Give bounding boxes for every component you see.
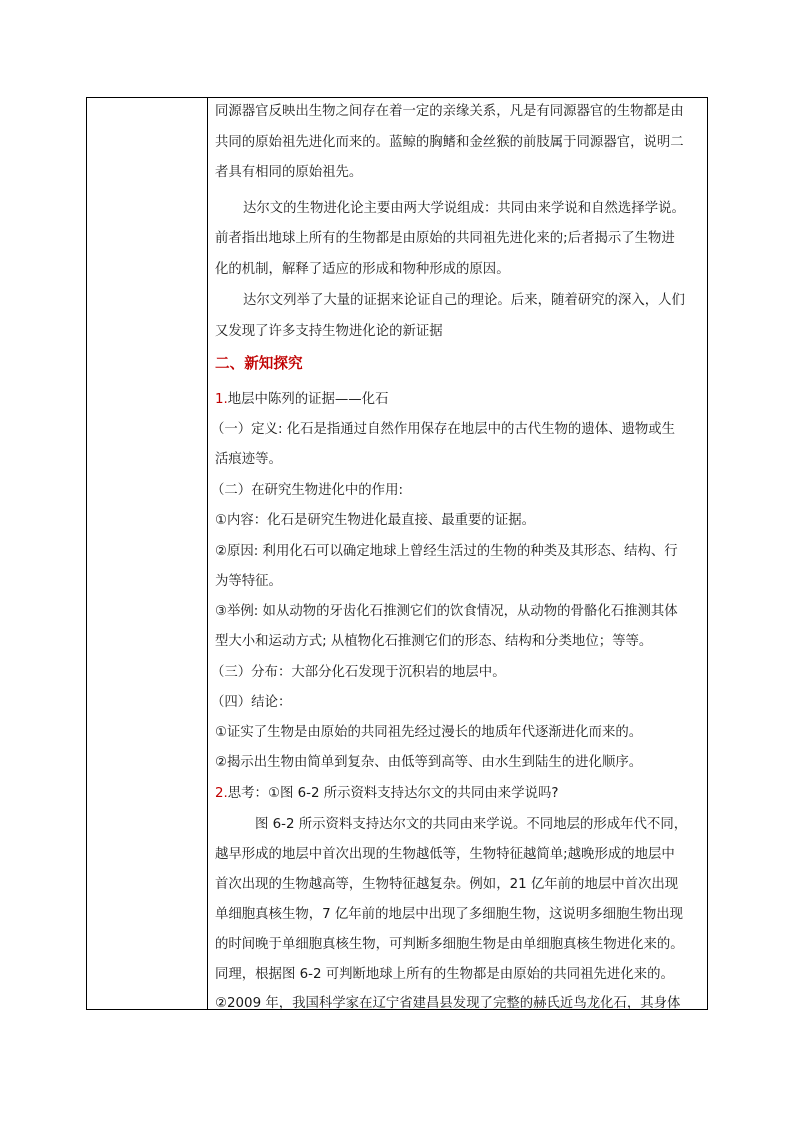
- item-2-number: 2.: [215, 786, 228, 801]
- text-line: 活痕迹等。: [215, 452, 282, 467]
- text-line: 达尔文列举了大量的证据来论证自己的理论。后来，随着研究的深入，人们: [243, 293, 685, 308]
- text-line: 为等特征。: [215, 574, 282, 589]
- text-line: 型大小和运动方式; 从植物化石推测它们的形态、结构和分类地位；等等。: [215, 634, 653, 649]
- text-line: 同理，根据图 6-2 可判断地球上所有的生物都是由原始的共同祖先进化来的。: [215, 967, 674, 982]
- text-line: ③举例: 如从动物的牙齿化石推测它们的饮食情况，从动物的骨骼化石推测其体: [215, 604, 678, 619]
- text-line: 化的机制，解释了适应的形成和物种形成的原因。: [215, 262, 510, 277]
- text-line: （三）分布：大部分化石发现于沉积岩的地层中。: [211, 665, 506, 680]
- text-line: 图 6-2 所示资料支持达尔文的共同由来学说。不同地层的形成年代不同，: [255, 817, 688, 832]
- text-line: ①内容：化石是研究生物进化最直接、最重要的证据。: [215, 513, 535, 528]
- text-line: ②2009 年，我国科学家在辽宁省建昌县发现了完整的赫氏近鸟龙化石，其身体: [215, 996, 681, 1011]
- text-line: 越早形成的地层中首次出现的生物越低等，生物特征越简单;越晚形成的地层中: [215, 847, 675, 862]
- text-line: ②原因: 利用化石可以确定地球上曾经生活过的生物的种类及其形态、结构、行: [215, 544, 678, 559]
- text-line: 者具有相同的原始祖先。: [215, 165, 363, 180]
- text-line: 首次出现的生物越高等，生物特征越复杂。例如，21 亿年前的地层中首次出现: [215, 877, 679, 892]
- text-line: ①证实了生物是由原始的共同祖先经过漫长的地质年代逐渐进化而来的。: [215, 725, 643, 740]
- section-heading: 二、新知探究: [215, 355, 303, 372]
- text-line: （一）定义: 化石是指通过自然作用保存在地层中的古代生物的遗体、遗物或生: [211, 422, 676, 437]
- content-table: [86, 97, 708, 1010]
- text-line: 共同的原始祖先进化而来的。蓝鲸的胸鳍和金丝猴的前肢属于同源器官，说明二: [215, 135, 684, 150]
- text-line: （二）在研究生物进化中的作用:: [211, 483, 403, 498]
- text-line: （四）结论：: [211, 695, 292, 710]
- text-line: 单细胞真核生物，7 亿年前的地层中出现了多细胞生物，这说明多细胞生物出现: [215, 907, 684, 922]
- item-1-text: 地层中陈列的证据——化石: [227, 392, 389, 407]
- item-1: [215, 390, 388, 410]
- text-line: 同源器官反映出生物之间存在着一定的亲缘关系，凡是有同源器官的生物都是由: [215, 104, 684, 119]
- text-line: 前者指出地球上所有的生物都是由原始的共同祖先进化来的;后者揭示了生物进: [215, 231, 675, 246]
- item-1-number: 1.: [215, 392, 228, 407]
- text-line: 达尔文的生物进化论主要由两大学说组成：共同由来学说和自然选择学说。: [243, 201, 685, 216]
- text-line: 又发现了许多支持生物进化论的新证据: [215, 324, 443, 339]
- item-2-text: 思考：①图 6-2 所示资料支持达尔文的共同由来学说吗?: [227, 786, 559, 801]
- column-divider: [207, 98, 208, 1009]
- text-line: ②揭示出生物由简单到复杂、由低等到高等、由水生到陆生的进化顺序。: [215, 755, 643, 770]
- text-line: 的时间晚于单细胞真核生物，可判断多细胞生物是由单细胞真核生物进化来的。: [215, 937, 684, 952]
- item-2: [215, 784, 558, 804]
